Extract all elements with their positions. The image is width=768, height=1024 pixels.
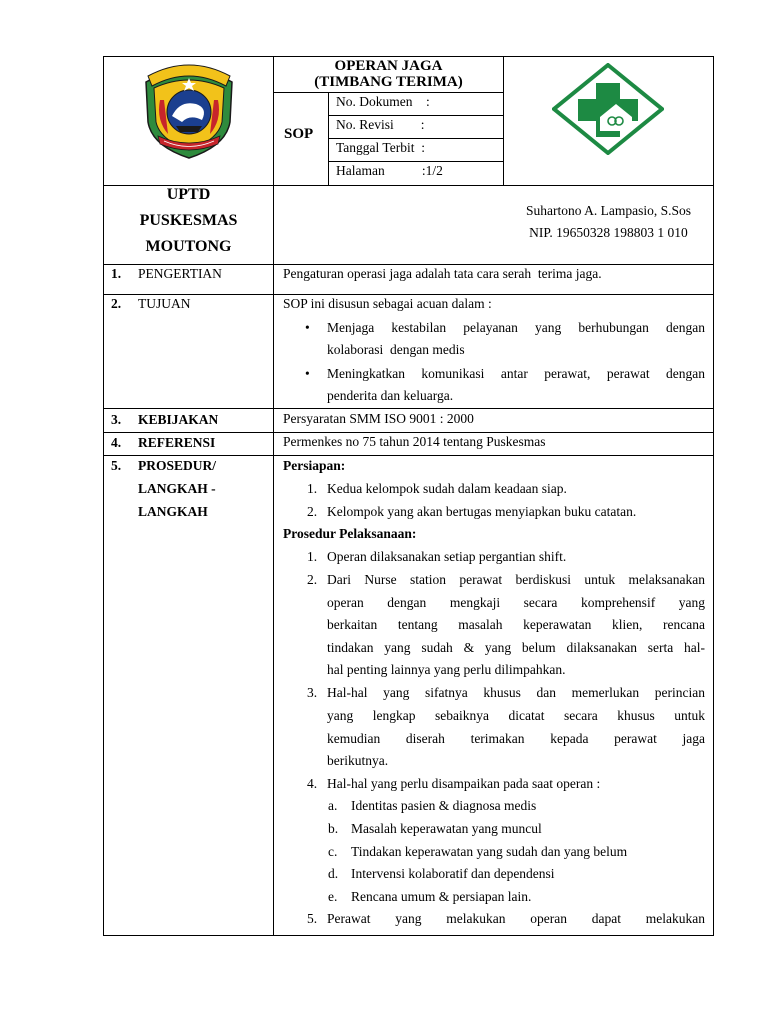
tujuan-intro: SOP ini disusun sebagai acuan dalam :: [283, 296, 492, 311]
section-label-referensi: REFERENSI: [138, 435, 216, 450]
sub-list-letter: b.: [328, 821, 339, 836]
table-border-top: [103, 56, 714, 57]
divider: [328, 161, 504, 162]
pelaksanaan-item-2-line1: Dari Nurse station perawat berdiskusi untuk melaksanakan: [327, 572, 705, 587]
sop-label: SOP: [284, 126, 314, 142]
list-number: 2.: [307, 504, 318, 519]
section-number: 3.: [111, 412, 122, 427]
sub-list-letter: e.: [328, 889, 338, 904]
signer-name: Suhartono A. Lampasio, S.Sos: [525, 203, 691, 218]
sub-list-letter: c.: [328, 844, 338, 859]
sub-item-a: Identitas pasien & diagnosa medis: [351, 798, 537, 813]
pelaksanaan-item-3-line2: yang lengkap sebaiknya dicatat secara khusus untuk: [327, 708, 705, 723]
no-dokumen-label: No. Dokumen :: [336, 94, 430, 109]
tujuan-bullet-1-line1: Menjaga kestabilan pelayanan yang berhubungan dengan: [327, 320, 705, 335]
pelaksanaan-item-2-line2: operan dengan mengkaji secara komprehensif yang: [327, 595, 705, 610]
bullet-icon: •: [305, 320, 310, 335]
pelaksanaan-item-2-line5: hal penting lainnya yang perlu dilimpahkan.: [327, 662, 566, 677]
divider: [103, 264, 714, 265]
pelaksanaan-item-2-line3: berkaitan tentang masalah keperawatan klien, rencana: [327, 617, 705, 632]
pelaksanaan-item-1: Operan dilaksanakan setiap pergantian shift.: [327, 549, 567, 564]
pelaksanaan-heading: Prosedur Pelaksanaan:: [283, 526, 417, 541]
tujuan-bullet-1-line2: kolaborasi dengan medis: [327, 342, 465, 357]
pelaksanaan-item-4: Hal-hal yang perlu disampaikan pada saat operan :: [327, 776, 601, 791]
divider: [503, 56, 504, 186]
pengertian-text: Pengaturan operasi jaga adalah tata cara serah terima jaga.: [283, 266, 602, 281]
sub-item-b: Masalah keperawatan yang muncul: [351, 821, 542, 836]
section-number: 1.: [111, 266, 122, 281]
section-label-tujuan: TUJUAN: [138, 296, 191, 311]
document-title-line2: (TIMBANG TERIMA): [314, 74, 463, 90]
list-number: 1.: [307, 481, 318, 496]
divider: [328, 138, 504, 139]
referensi-text: Permenkes no 75 tahun 2014 tentang Puskesmas: [283, 434, 546, 449]
sub-list-letter: d.: [328, 866, 339, 881]
pelaksanaan-item-5-line1: Perawat yang melakukan operan dapat melakukan: [327, 911, 705, 926]
section-label-pengertian: PENGERTIAN: [138, 266, 222, 281]
divider: [273, 92, 504, 93]
section-number: 2.: [111, 296, 122, 311]
sub-item-c: Tindakan keperawatan yang sudah dan yang belum: [351, 844, 628, 859]
puskesmas-logo: [552, 63, 664, 155]
bullet-icon: •: [305, 366, 310, 381]
list-number: 5.: [307, 911, 318, 926]
table-border-right: [713, 56, 714, 936]
table-border-bottom: [103, 935, 714, 936]
section-label-prosedur-line1: PROSEDUR/: [138, 458, 217, 473]
section-label-kebijakan: KEBIJAKAN: [138, 412, 219, 427]
no-revisi-label: No. Revisi :: [336, 117, 425, 132]
org-name-line1: UPTD: [166, 186, 211, 203]
halaman-label: Halaman :1/2: [336, 163, 443, 178]
kebijakan-text: Persyaratan SMM ISO 9001 : 2000: [283, 411, 474, 426]
divider: [103, 455, 714, 456]
tujuan-bullet-2-line2: penderita dan keluarga.: [327, 388, 454, 403]
org-name-line3: MOUTONG: [145, 238, 232, 255]
sub-item-d: Intervensi kolaboratif dan dependensi: [351, 866, 555, 881]
divider: [328, 92, 329, 186]
persiapan-item-2: Kelompok yang akan bertugas menyiapkan buku catatan.: [327, 504, 637, 519]
section-label-prosedur-line3: LANGKAH: [138, 504, 208, 519]
section-label-prosedur-line2: LANGKAH -: [138, 481, 216, 496]
pelaksanaan-item-3-line4: berikutnya.: [327, 753, 389, 768]
divider: [103, 294, 714, 295]
document-title-line1: OPERAN JAGA: [334, 58, 443, 74]
persiapan-heading: Persiapan:: [283, 458, 346, 473]
divider: [273, 56, 274, 936]
pelaksanaan-item-2-line4: tindakan yang sudah & yang belum dilaksanakan serta hal-: [327, 640, 705, 655]
tanggal-terbit-label: Tanggal Terbit :: [336, 140, 425, 155]
sub-list-letter: a.: [328, 798, 338, 813]
list-number: 2.: [307, 572, 318, 587]
list-number: 3.: [307, 685, 318, 700]
divider: [103, 408, 714, 409]
divider: [103, 432, 714, 433]
pelaksanaan-item-3-line3: kemudian diserah terimakan kepada perawat jaga: [327, 731, 705, 746]
pelaksanaan-item-3-line1: Hal-hal yang sifatnya khusus dan memerlukan perincian: [327, 685, 705, 700]
persiapan-item-1: Kedua kelompok sudah dalam keadaan siap.: [327, 481, 567, 496]
signer-nip: NIP. 19650328 198803 1 010: [529, 225, 688, 240]
section-number: 5.: [111, 458, 122, 473]
list-number: 1.: [307, 549, 318, 564]
org-name-line2: PUSKESMAS: [139, 212, 238, 229]
sub-item-e: Rencana umum & persiapan lain.: [351, 889, 532, 904]
regency-emblem-logo: [138, 60, 240, 160]
tujuan-bullet-2-line1: Meningkatkan komunikasi antar perawat, perawat dengan: [327, 366, 705, 381]
section-number: 4.: [111, 435, 122, 450]
divider: [328, 115, 504, 116]
list-number: 4.: [307, 776, 318, 791]
